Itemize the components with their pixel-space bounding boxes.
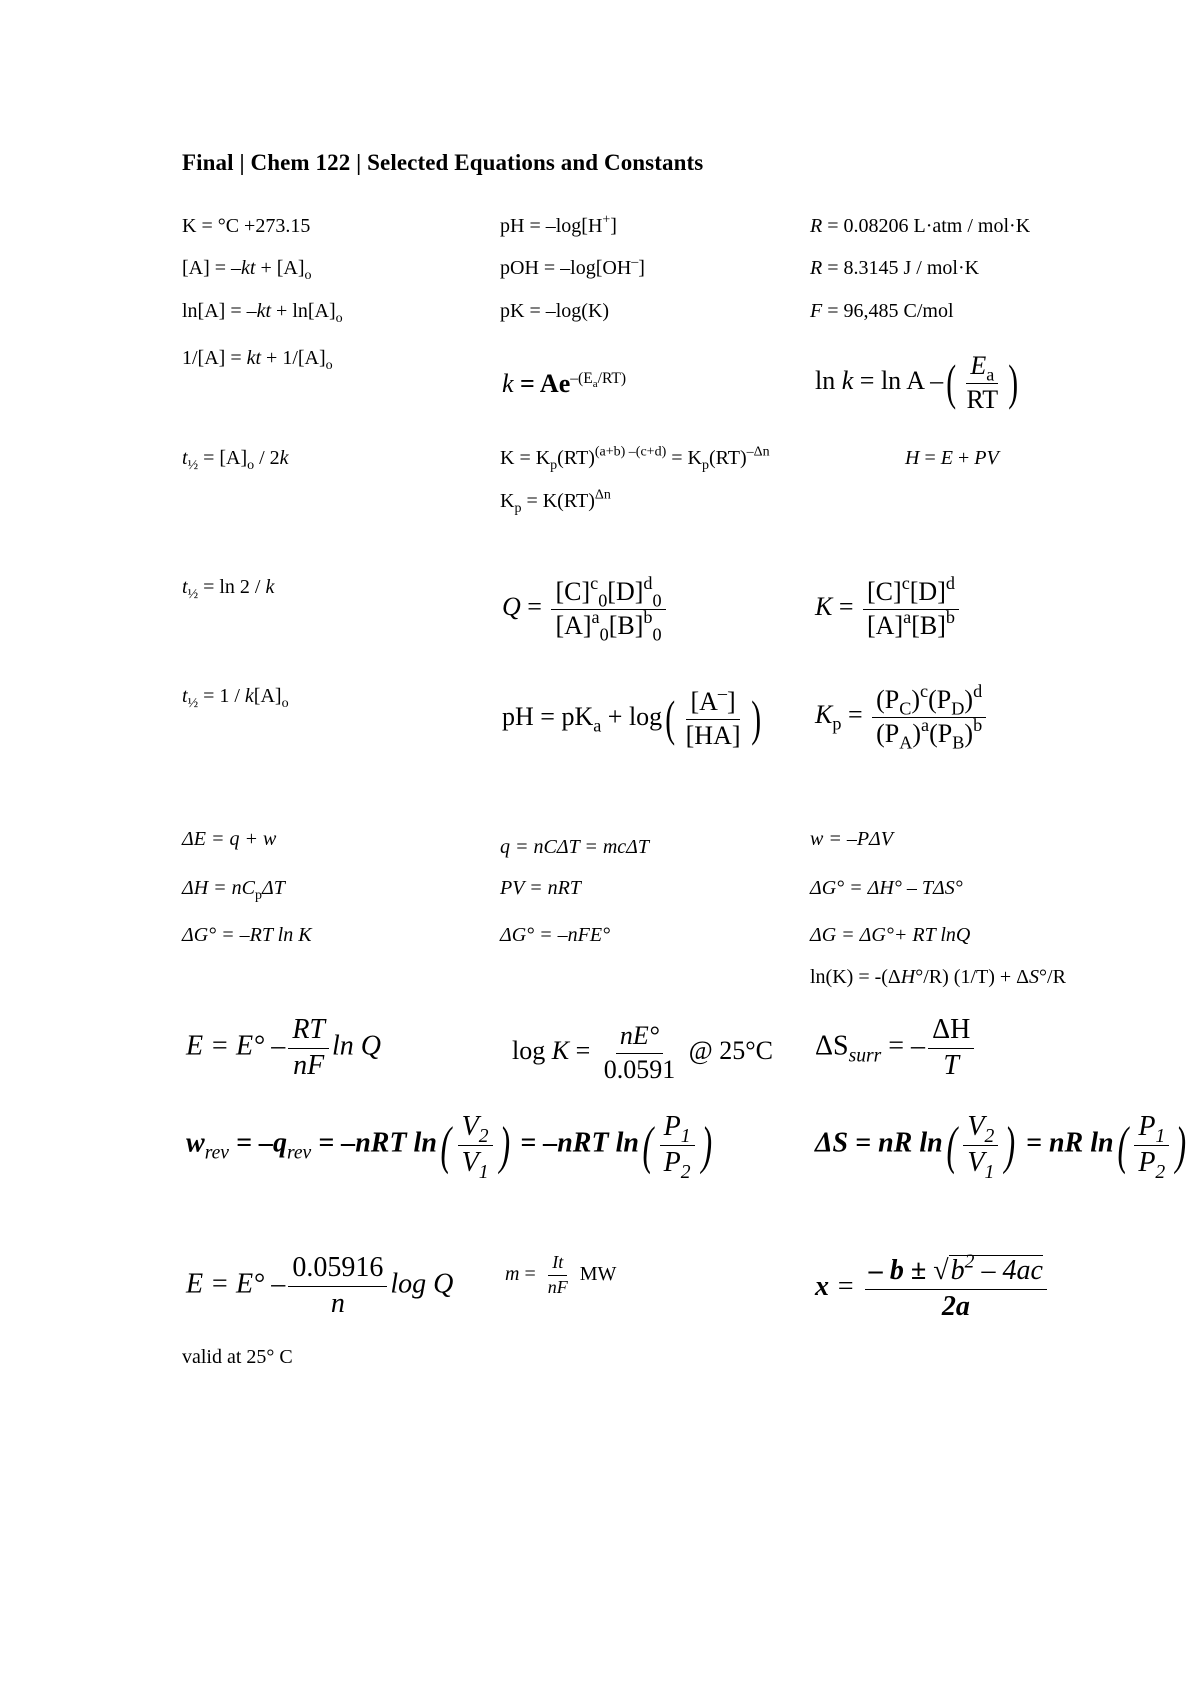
log-k-cell-potential: log K = $\frac{nE^\circ}{0.0591}$ @ 25°C — [512, 1021, 773, 1084]
second-order-rate-law: 1/[A] = kt + $1/[A]_o$ — [182, 347, 333, 373]
kelvin-conversion: K = °C +273.15 — [182, 215, 311, 237]
zero-order-rate-law: $[A] = -kt + [A]_o$ — [182, 257, 312, 283]
nernst-equation: E = E° – $\frac{RT}{nF}$ ln Q — [186, 1014, 381, 1081]
pv-work: w = –PΔV — [810, 828, 894, 850]
poh-definition: pOH = –log[OH–] — [500, 254, 645, 279]
arrhenius-log-form: ln k = ln A –( $\frac{E_a}{RT}$ ) — [815, 351, 1019, 414]
gibbs-free-energy: ΔG° = ΔH° – TΔS° — [810, 877, 963, 899]
zero-order-half-life: $t_{\frac{1}{2}} = [A]_o / 2k$ — [182, 447, 289, 473]
arrhenius-equation: $k = Ae^{-(E_a/RT)}$ — [502, 369, 627, 398]
gibbs-equilibrium: ΔG° = –RT ln K — [182, 924, 312, 946]
first-order-half-life: $t_{\frac{1}{2}} = \ln 2 / k$ — [182, 576, 275, 602]
kp-k-relation: $K_p = K(RT)^{\Delta n}$ — [500, 487, 611, 516]
henderson-hasselbalch: pH = $pK_a + \log$( $\frac{[A^-]}{[HA]}$ ) — [502, 683, 761, 750]
validity-note: valid at 25° C — [182, 1346, 293, 1368]
gas-constant-latm: R = 0.08206 L·atm / mol·K — [810, 215, 1031, 237]
k-kp-relation: $K = K_p(RT)^{(a+b) -(c+d)} = K_p(RT)^{-\Delta n}$ — [500, 444, 770, 473]
gibbs-nonstandard: ΔG = ΔG°+ RT lnQ — [810, 924, 971, 946]
page-title: Final | Chem 122 | Selected Equations and Constants — [182, 150, 704, 175]
electrolysis-mass: m = $\frac{It}{nF}$ MW — [505, 1252, 617, 1297]
heat-capacity: q = nCΔT = mcΔT — [500, 836, 650, 858]
vant-hoff-equation: ln(K) = -(ΔH°/R) (1/T) + ΔS°/R — [810, 966, 1066, 988]
ph-definition: pH = –log[H+] — [500, 212, 617, 237]
entropy-isothermal: ΔS = nR ln( $\frac{V_2}{V_1}$ ) = nR ln( $\frac{P_1}{P_2}$ ) — [815, 1111, 1187, 1183]
quadratic-formula: x = $\frac{- b \pm √b^2 - 4ac}{2a}$ — [815, 1255, 1050, 1323]
reversible-work: $w_{rev} = -q_{rev} = -nRT$ ln( $\frac{V_2}{V_1}$ ) = –nRT ln( $\frac{P_1}{P_2}$ ) — [186, 1111, 712, 1183]
enthalpy-definition: H = E + PV — [905, 447, 999, 469]
kp-partial-pressures: $K_p$ = $\frac{(P_C)^c(P_D)^d}{(P_A)^a(P_B)^b}$ — [815, 686, 989, 748]
equilibrium-constant: K = $\frac{[C]^c[D]^d}{[A]^a[B]^b}$ — [815, 578, 962, 640]
entropy-surroundings: $\Delta S_{surr}$ = – $\frac{\Delta H}{T}$ — [815, 1015, 977, 1082]
first-order-rate-law: $\ln[A] = -kt + \ln[A]_o$ — [182, 300, 343, 326]
nernst-25c: E = E° – $\frac{0.05916}{n}$ log Q — [186, 1252, 454, 1319]
gas-constant-joule: R = 8.3145 J / mol·K — [810, 257, 980, 279]
second-order-half-life: $t_{\frac{1}{2}} = 1 / k[A]_o$ — [182, 685, 289, 711]
faraday-constant: F = 96,485 C/mol — [810, 300, 954, 322]
first-law: ΔE = q + w — [182, 828, 277, 850]
gibbs-cell-potential: ΔG° = –nFE° — [500, 924, 611, 946]
enthalpy-change: $\Delta H = nC_p\Delta T$ — [182, 877, 285, 903]
pk-definition: pK = –log(K) — [500, 300, 610, 322]
reaction-quotient: Q = $\frac{[C]^c_0[D]^d_0}{[A]^a_0[B]^b_0}$ — [502, 578, 669, 640]
ideal-gas-law: PV = nRT — [500, 877, 581, 899]
